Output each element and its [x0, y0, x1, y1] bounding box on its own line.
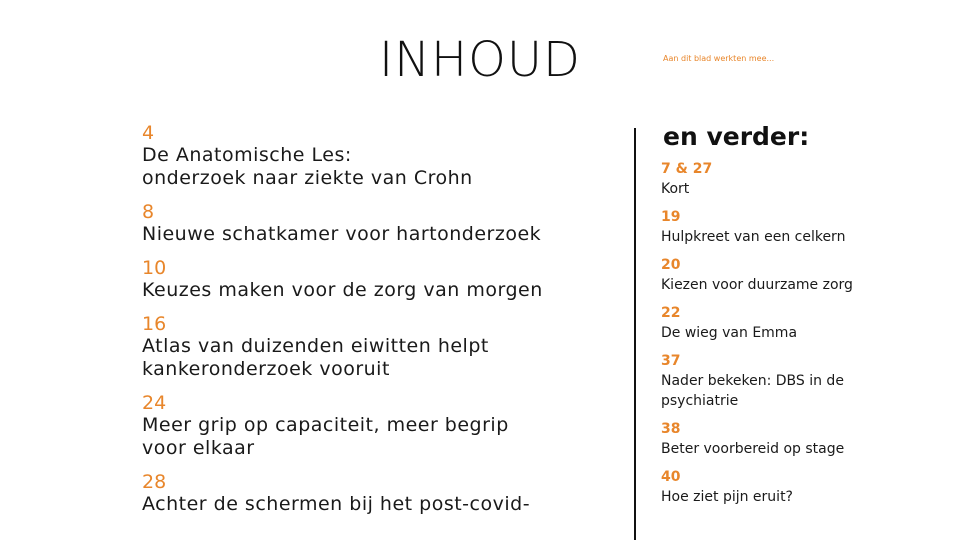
toc-title-line: Nader bekeken: DBS in de — [661, 373, 844, 389]
toc-title-line: Beter voorbereid op stage — [661, 441, 845, 457]
sidebar-toc-item[interactable] — [661, 420, 941, 459]
toc-item[interactable] — [142, 471, 612, 516]
toc-title-line: Kiezen voor duurzame zorg — [661, 277, 853, 293]
toc-title-line: Meer grip op capaciteit, meer begrip — [142, 414, 509, 436]
toc-title-line: Hulpkreet van een celkern — [661, 229, 846, 245]
sidebar-toc-item[interactable] — [661, 304, 941, 343]
toc-title-line: onderzoek naar ziekte van Crohn — [142, 167, 473, 189]
toc-title-line: De wieg van Emma — [661, 325, 798, 341]
toc-page-number: 8 — [142, 201, 155, 223]
toc-title-line: psychiatrie — [661, 393, 739, 409]
toc-item[interactable] — [142, 257, 612, 302]
toc-title-line: Achter de schermen bij het post-covid- — [142, 493, 531, 515]
page-title: INHOUD — [378, 32, 582, 88]
toc-title-line: De Anatomische Les: — [142, 144, 352, 166]
toc-title-line: Nieuwe schatkamer voor hartonderzoek — [142, 223, 542, 245]
toc-page-number: 22 — [661, 305, 681, 321]
credits-link[interactable]: Aan dit blad werkten mee... — [663, 54, 775, 63]
toc-page-number: 20 — [661, 257, 681, 273]
toc-page-number: 10 — [142, 257, 167, 279]
toc-title-line: Kort — [661, 181, 690, 197]
toc-title-line: Atlas van duizenden eiwitten helpt — [142, 335, 489, 357]
sidebar-toc-list — [661, 160, 941, 516]
toc-item[interactable] — [142, 122, 612, 190]
toc-page-number: 28 — [142, 471, 167, 493]
toc-title-line: Hoe ziet pijn eruit? — [661, 489, 793, 505]
toc-page-number: 24 — [142, 392, 167, 414]
toc-item[interactable] — [142, 201, 612, 246]
toc-page-number: 38 — [661, 421, 681, 437]
column-divider — [634, 128, 636, 540]
toc-page-number: 40 — [661, 469, 681, 485]
toc-page-number: 7 & 27 — [661, 161, 713, 177]
sidebar-toc-item[interactable] — [661, 256, 941, 295]
toc-title-line: Keuzes maken voor de zorg van morgen — [142, 279, 543, 301]
sidebar-toc-item[interactable] — [661, 468, 941, 507]
sidebar-toc-item[interactable] — [661, 352, 941, 411]
toc-page-number: 4 — [142, 122, 155, 144]
toc-title-line: voor elkaar — [142, 437, 255, 459]
toc-title-line: kankeronderzoek vooruit — [142, 358, 390, 380]
toc-page-number: 37 — [661, 353, 681, 369]
sidebar-toc-item[interactable] — [661, 160, 941, 199]
sidebar-toc-item[interactable] — [661, 208, 941, 247]
toc-item[interactable] — [142, 313, 612, 381]
sidebar-heading: en verder: — [663, 122, 810, 151]
main-toc-list — [142, 122, 612, 527]
toc-page-number: 19 — [661, 209, 681, 225]
toc-page-number: 16 — [142, 313, 167, 335]
toc-item[interactable] — [142, 392, 612, 460]
